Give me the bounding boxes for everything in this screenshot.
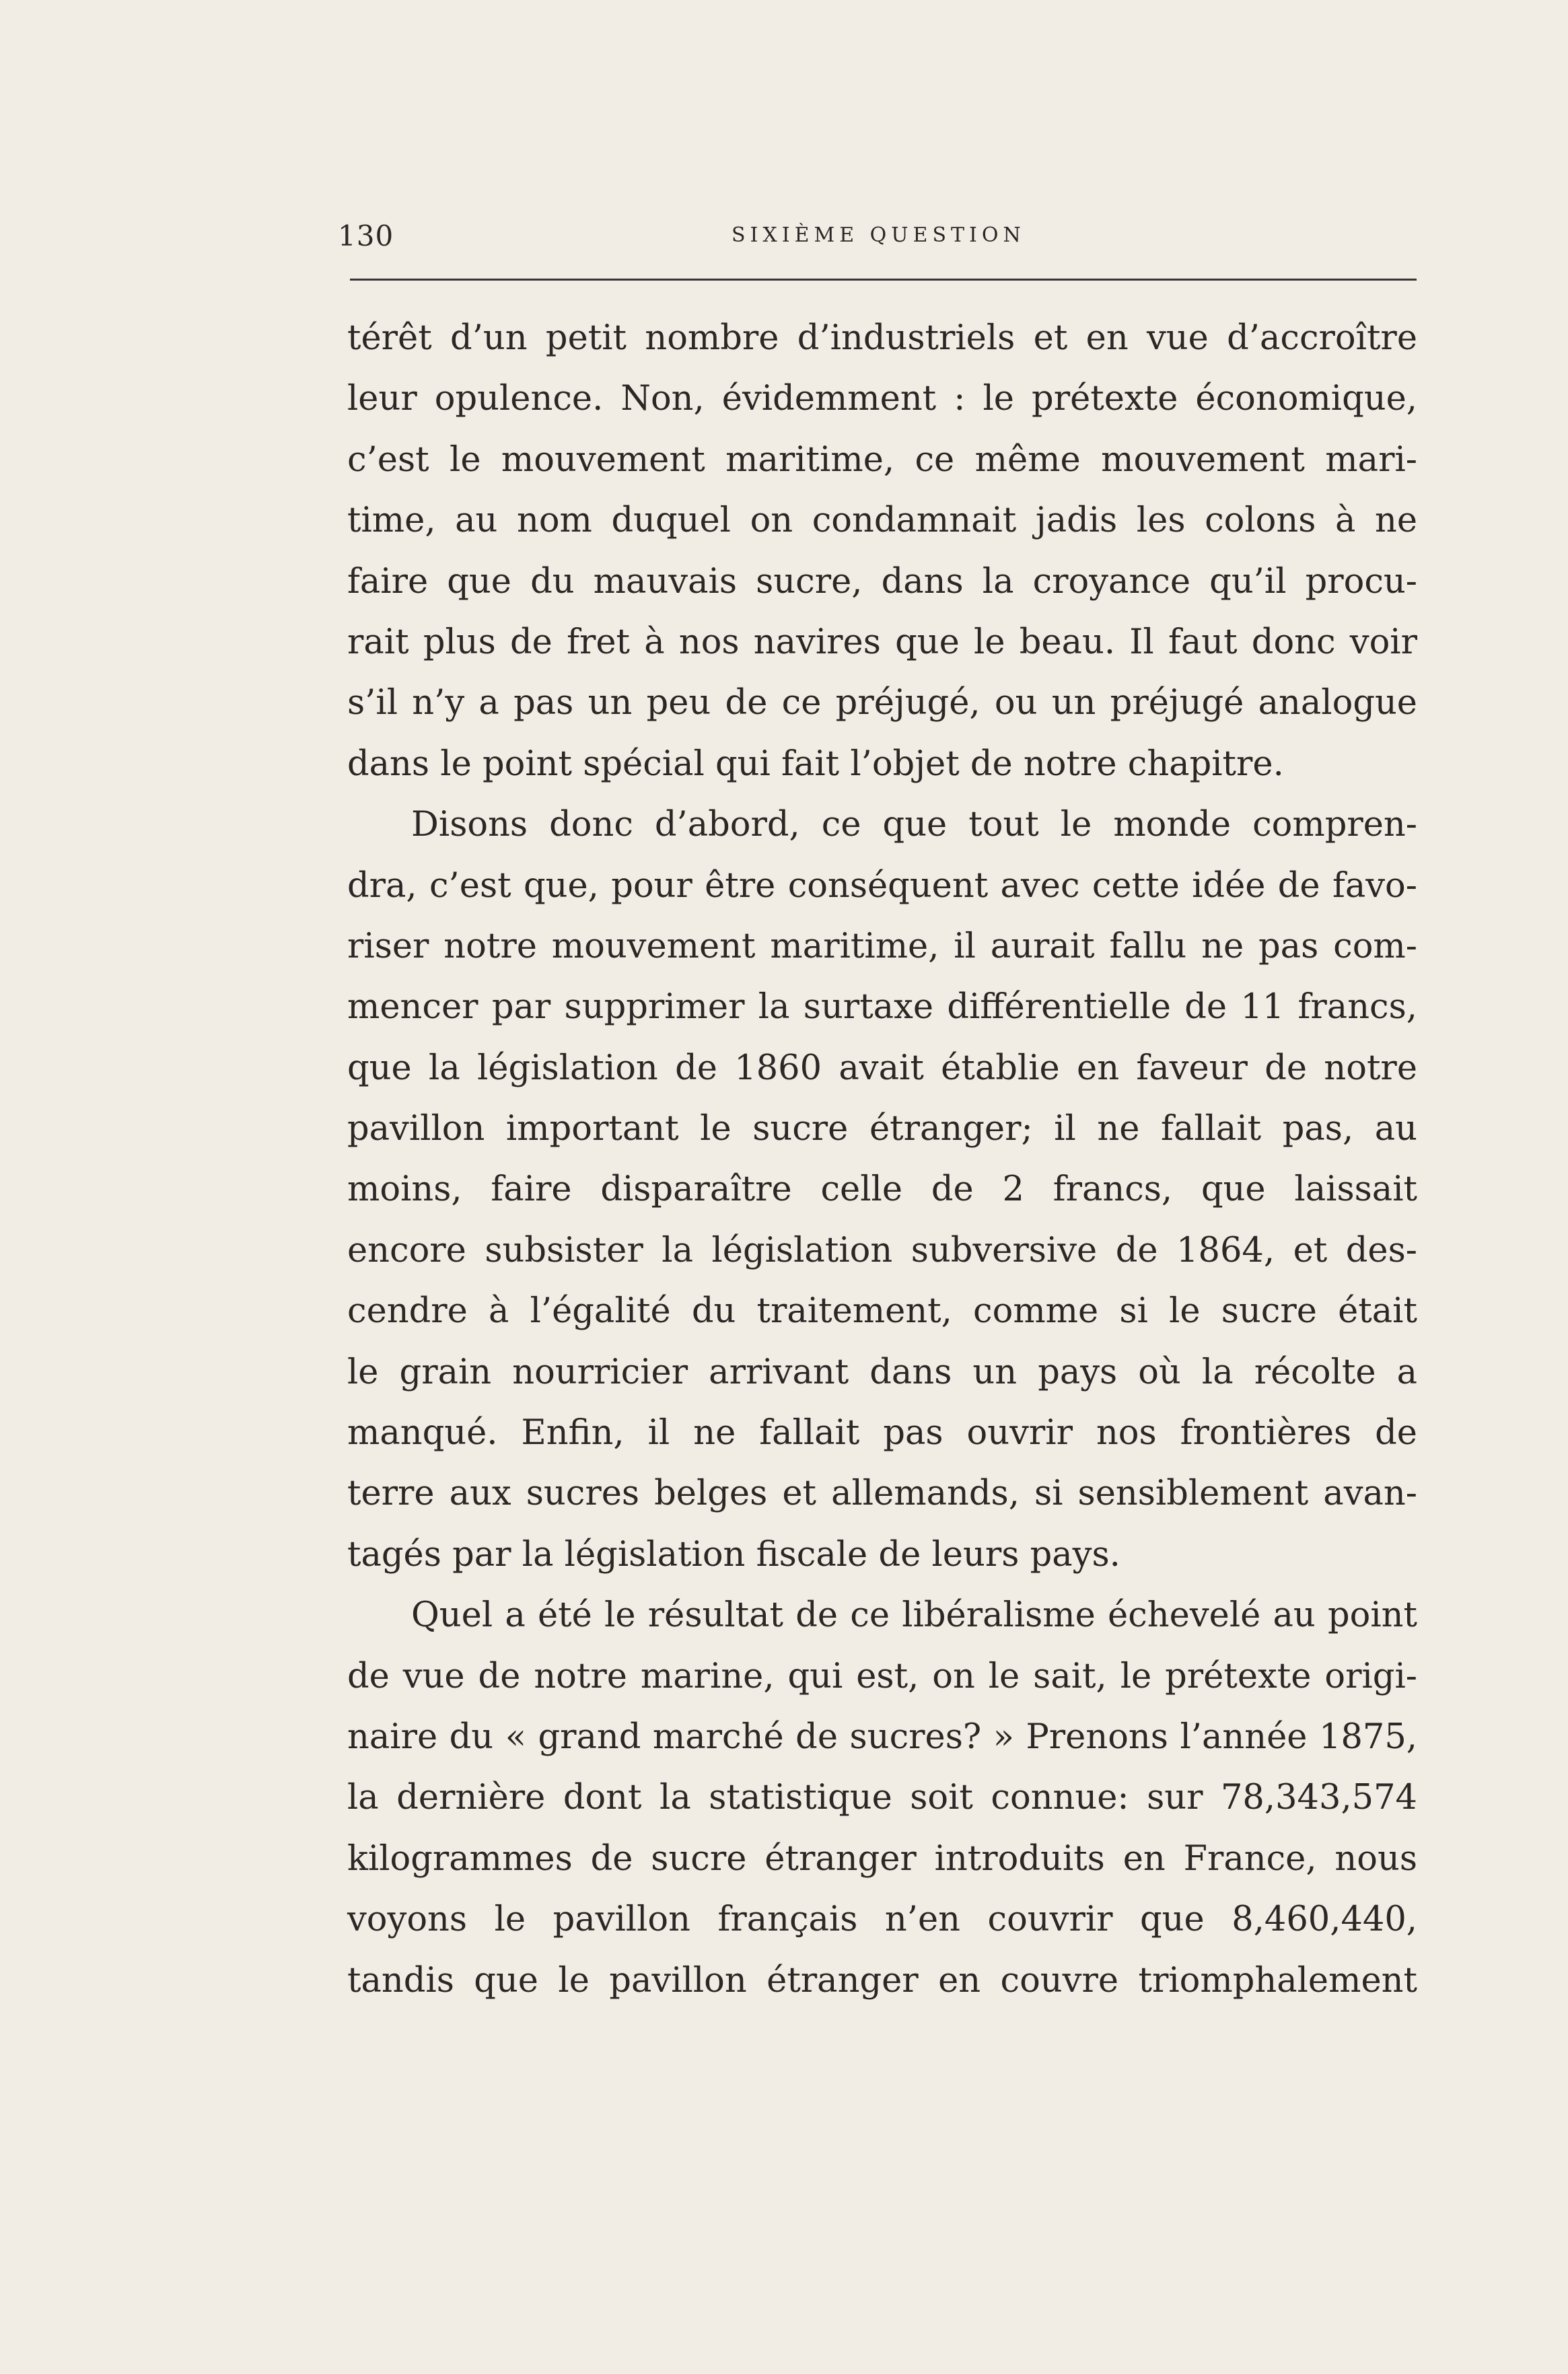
text-line: s’il n’y a pas un peu de ce préjugé, ou un préjugé analogue xyxy=(347,683,1417,723)
text-line: tagés par la législation fiscale de leurs pays. xyxy=(347,1534,1120,1575)
text-line: kilogrammes de sucre étranger introduits en France, nous xyxy=(347,1838,1417,1879)
header-rule xyxy=(350,279,1417,281)
text-line: tandis que le pavillon étranger en couvre triomphalement xyxy=(347,1960,1417,2001)
text-line: pavillon important le sucre étranger; il ne fallait pas, au xyxy=(347,1109,1417,1149)
body-text xyxy=(347,308,1417,2011)
text-line: moins, faire disparaître celle de 2 francs, que laissait xyxy=(347,1170,1417,1210)
text-line: térêt d’un petit nombre d’industriels et en vue d’accroître xyxy=(347,318,1417,358)
text-line: de vue de notre marine, qui est, on le sait, le prétexte origi- xyxy=(347,1656,1417,1696)
text-line: dra, c’est que, pour être conséquent avec cette idée de favo- xyxy=(347,865,1417,906)
text-line: mencer par supprimer la surtaxe différentielle de 11 francs, xyxy=(347,987,1417,1028)
text-line: naire du « grand marché de sucres? » Prenons l’année 1875, xyxy=(347,1717,1417,1757)
text-line: faire que du mauvais sucre, dans la croyance qu’il procu- xyxy=(347,561,1417,602)
text-line: dans le point spécial qui fait l’objet de notre chapitre. xyxy=(347,744,1284,784)
page-number: 130 xyxy=(338,219,394,252)
text-line: la dernière dont la statistique soit connue: sur 78,343,574 xyxy=(347,1778,1417,1818)
text-line: terre aux sucres belges et allemands, si sensiblement avan- xyxy=(347,1474,1417,1514)
text-line: encore subsister la législation subversive de 1864, et des- xyxy=(347,1230,1417,1270)
text-line: manqué. Enfin, il ne fallait pas ouvrir nos frontières de xyxy=(347,1413,1417,1453)
text-line: rait plus de fret à nos navires que le beau. Il faut donc voir xyxy=(347,622,1417,662)
text-line: Disons donc d’abord, ce que tout le monde compren- xyxy=(411,805,1417,845)
page-header xyxy=(338,215,1415,256)
text-line: time, au nom duquel on condamnait jadis les colons à ne xyxy=(347,501,1417,541)
text-line: riser notre mouvement maritime, il aurait fallu ne pas com- xyxy=(347,926,1417,966)
text-line: que la législation de 1860 avait établie en faveur de notre xyxy=(347,1048,1417,1088)
text-line: c’est le mouvement maritime, ce même mouvement mari- xyxy=(347,439,1417,480)
text-line: le grain nourricier arrivant dans un pays où la récolte a xyxy=(347,1352,1417,1392)
text-line: leur opulence. Non, évidemment : le prétexte économique, xyxy=(347,379,1417,419)
text-line: cendre à l’égalité du traitement, comme si le sucre était xyxy=(347,1291,1417,1332)
text-line: voyons le pavillon français n’en couvrir que 8,460,440, xyxy=(347,1900,1417,1940)
running-title: SIXIÈME QUESTION xyxy=(732,223,1026,247)
text-line: Quel a été le résultat de ce libéralisme échevelé au point xyxy=(411,1595,1417,1636)
